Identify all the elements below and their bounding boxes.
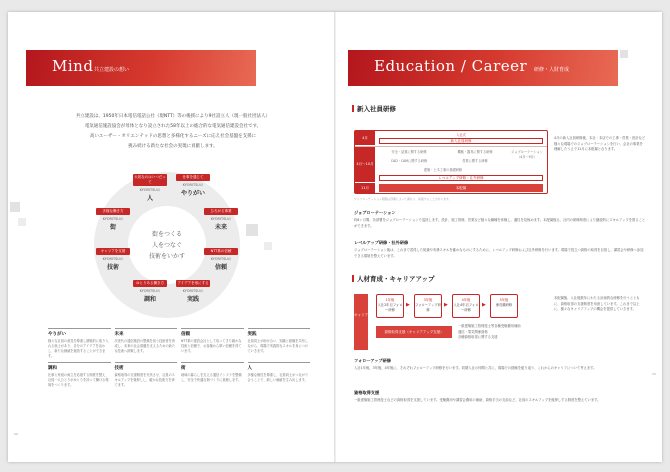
job-rotation-heading: ジョブローテーション xyxy=(354,210,396,215)
value-text: 次世代の通信施設の整備を担う技術者を育成し、未来の社会基盤を支えるための新たな技術へ挑戦します。 xyxy=(114,339,176,353)
circle-node-machi xyxy=(96,208,130,231)
value-card xyxy=(181,328,244,360)
month-label: 11月 xyxy=(355,183,375,193)
node-word: 街 xyxy=(109,224,116,231)
job-rotation-text: 約6ヶ月間、各部署をジョブローテーションで巡回します。設計、施工管理、営業など様々な職種を体験し、適性を見極めます。本配属後も、社内の研修制度により継続的にスキルアップを図ることができます。 xyxy=(354,218,646,228)
flow-year: 1年後 xyxy=(385,298,395,302)
node-kicker: KYORITSUの xyxy=(210,217,232,221)
job-rotation-cell: ジョブローテーション（4月〜9月） xyxy=(511,150,543,159)
circle-node-chouwa xyxy=(133,280,167,303)
node-tag: NTT系の信頼 xyxy=(204,248,238,255)
education-title: Education / Career xyxy=(374,57,528,75)
circle-center xyxy=(128,206,206,284)
node-word: やりがい xyxy=(180,190,205,197)
flow-label: フォローアップ研修 xyxy=(415,303,441,312)
value-card xyxy=(115,362,178,394)
value-heading: 街 xyxy=(181,366,186,371)
section-new-hire-training: 新入社員研修 xyxy=(352,104,396,113)
center-line: 人をつなぐ xyxy=(151,241,182,249)
center-line: 技術をいかす xyxy=(148,252,185,260)
cert-support-text: 一級建築施工管理技士などの資格取得を支援しています。受験費用や講習会費用の補助、資格手当の支給など、社員のスキルアップを後押しする制度を整えています。 xyxy=(354,398,601,402)
levelup-heading: レベルアップ研修・社外研修 xyxy=(354,240,409,245)
deco-square xyxy=(264,242,272,250)
education-banner xyxy=(348,50,618,86)
qual-item: 通信・電気関係資格 xyxy=(458,329,488,334)
center-line: 街をつくる xyxy=(151,230,182,238)
value-text: 多様な個性を尊重し、社員同士がつながり合うことで、新しい価値を生み出します。 xyxy=(247,373,309,382)
node-tag: アイデアを形にする xyxy=(177,281,209,285)
table-divider xyxy=(355,146,547,147)
page-fold xyxy=(334,12,336,462)
table-note: ジョブローテーション期間は部署によって異なり、前後することがあります。 xyxy=(354,197,452,201)
circle-node-jissen xyxy=(176,280,210,303)
flow-year: 4年後 xyxy=(461,298,471,302)
flow-label: 係長職研修 xyxy=(495,303,513,307)
section-career-development: 人材育成・キャリアアップ xyxy=(352,274,435,283)
node-word: 信頼 xyxy=(214,264,227,271)
arrow-icon: ▶ xyxy=(444,302,448,308)
training-item: 機械・器具に関する研修 xyxy=(457,150,493,154)
value-text: 資格取得の支援制度を充実させ、社員のスキルアップを後押しし、確かな技術力を育てます。 xyxy=(114,373,175,387)
flow-step xyxy=(452,294,480,318)
cert-support-heading: 資格取得支援 xyxy=(354,390,380,395)
brochure-spread xyxy=(8,12,662,462)
education-subtitle: 研修・人財育成 xyxy=(534,67,570,73)
qual-item: 一級建築施工管理技士等各種受験費用補助 xyxy=(458,324,521,328)
final-assignment-bar: 本配属 xyxy=(379,184,543,192)
qualification-support-bar: 資格取得支援（キャリアアップ支援） xyxy=(376,326,452,338)
node-tag: ひろがる事業 xyxy=(204,208,238,215)
deco-square xyxy=(18,218,26,226)
lead-text xyxy=(48,112,298,152)
new-hire-training-bar: 新入社員研修 xyxy=(379,138,543,144)
deco-square xyxy=(246,224,258,236)
node-tag: 大切なのはいつだって xyxy=(134,175,166,184)
mind-banner xyxy=(26,50,256,86)
mind-title: Mind xyxy=(52,57,94,75)
value-text: 仕事と家庭の両立を応援する制度を整え、社員一人ひとりがゆとりを持って働ける環境をつくります。 xyxy=(48,373,109,387)
career-label: キャリア xyxy=(354,294,368,350)
node-kicker: KYORITSUの xyxy=(102,257,124,261)
circle-node-gijutsu xyxy=(96,248,130,271)
node-tag: ゆとりある働き方 xyxy=(133,280,167,287)
value-text: 様々な社員の意見を尊重し積極的に取り入れる風土があり、自分のアイデアを活かし、新たな価値を創造することができます。 xyxy=(48,339,109,358)
node-kicker: KYORITSUの xyxy=(182,289,204,293)
arrow-icon: ▶ xyxy=(482,302,486,308)
page-number-left: 09 xyxy=(14,432,18,436)
node-tag: 仕事を通じて xyxy=(176,174,210,181)
value-card xyxy=(248,362,311,394)
circle-node-hito xyxy=(133,174,167,202)
value-card xyxy=(115,328,178,360)
circle-node-mirai xyxy=(204,208,238,231)
value-text: 社員同士が助け合い、知識と経験を共有しながら、現場で実践的なスキルを身につけていきます。 xyxy=(247,339,309,353)
deco-square xyxy=(620,50,628,58)
node-word: 未来 xyxy=(214,224,227,231)
flow-label: 入社4年目フォロー研修 xyxy=(453,303,479,312)
node-kicker: KYORITSUの xyxy=(139,188,161,192)
lead-line: 挑み続ける新たな社会の実現に貢献します。 xyxy=(128,144,218,149)
value-card xyxy=(48,328,111,360)
levelup-training-bar: レベルアップ研修・社外研修 xyxy=(379,175,543,181)
followup-heading: フォローアップ研修 xyxy=(354,358,391,363)
node-kicker: KYORITSUの xyxy=(102,217,124,221)
followup-text: 入社1年後、3年後、4年後に、それぞれフォローアップ研修を行います。同期入社の仲間と共に、現場での経験を振り返り、これからのキャリアについて考えます。 xyxy=(354,366,597,370)
flow-step xyxy=(490,294,518,318)
value-heading: 調和 xyxy=(48,366,57,371)
node-word: 実践 xyxy=(186,296,199,303)
node-word: 人 xyxy=(146,195,153,202)
training-schedule-table xyxy=(354,130,548,194)
flow-step xyxy=(414,294,442,318)
flow-step xyxy=(376,294,404,318)
node-word: 技術 xyxy=(106,264,119,271)
deco-square xyxy=(10,202,20,212)
entrance-ceremony: 入社式 xyxy=(456,133,466,137)
node-word: 調和 xyxy=(143,296,156,303)
lead-line: 高いユーザー・オリエンテッドの思想と多様化するニーズに応え社会基盤を支援に xyxy=(89,134,257,139)
lead-line: 共立建設は、1950年日本電信電話公社（現NTT）等の後援により9社設立人（現一般社団法人） xyxy=(75,114,271,119)
value-heading: 信頼 xyxy=(181,332,190,337)
qualification-list xyxy=(458,324,542,341)
qual-item: 各種資格取得に関する支援 xyxy=(458,335,498,339)
value-card xyxy=(181,362,244,394)
training-item: 安全・品質に関する研修 xyxy=(391,150,427,154)
value-card xyxy=(248,328,311,360)
circle-node-shinrai xyxy=(204,248,238,271)
value-card xyxy=(48,362,111,394)
value-text: 地域の暮らしを支える通信インフラを整備し、安全で快適な街づくりに貢献します。 xyxy=(181,373,242,382)
flow-year: 3年後 xyxy=(423,298,433,302)
training-item: 営業に関する研修 xyxy=(462,159,488,163)
career-description: 本配属後、入社後数年にわたる計画的な研修を行うとともに、資格取得の支援制度を用意しています。これまで以上に、様々なキャリアアップの機会を提供していきます。 xyxy=(554,296,640,311)
node-kicker: KYORITSUの xyxy=(210,257,232,261)
page-number-right: 10 xyxy=(652,372,656,376)
month-label: 4月 xyxy=(355,131,375,145)
levelup-text: ジョブローテーション後は、これまで習得した知識や実務スキルを確かなものにするために、レベルアップ研修および社外研修を行います。現場で役立つ資格の取得を目指し、講習会や研修へ参加できる環境を整えています。 xyxy=(354,248,644,258)
value-heading: やりがい xyxy=(48,332,66,337)
value-heading: 実践 xyxy=(247,332,257,337)
lead-line: 電気通信施設協会が母体となり設立された58年以上の総合的な電気通信建設会社です。 xyxy=(84,124,262,129)
circle-node-yarigai xyxy=(176,174,210,197)
values-grid xyxy=(48,328,310,394)
node-kicker: KYORITSUの xyxy=(182,183,204,187)
node-tag: キャリアを支援 xyxy=(96,248,130,255)
value-heading: 未来 xyxy=(114,332,124,337)
values-circle xyxy=(94,172,240,318)
training-item: 建築・土木工事の基礎研修 xyxy=(423,168,463,172)
flow-label: 入社2年目フォロー研修 xyxy=(377,303,403,312)
mind-subtitle: 共立建設の想い xyxy=(94,67,130,73)
arrow-icon: ▶ xyxy=(406,302,410,308)
training-item: CAD・CAMに関する研修 xyxy=(390,159,428,163)
value-heading: 人 xyxy=(247,366,252,371)
month-label: 4月〜10月 xyxy=(355,146,375,182)
flow-year: 5年後 xyxy=(499,298,509,302)
value-text: NTT系の建設会社として培ってきた確かな技術と信頼で、お客様から厚い信頼を得ています。 xyxy=(181,339,242,353)
node-kicker: KYORITSUの xyxy=(139,289,161,293)
node-tag: 多様な働き方 xyxy=(96,208,130,215)
value-heading: 技術 xyxy=(114,366,124,371)
new-hire-description: 4月の新入社員研修後、本社・本店での工事・営業・設計など様々な現場でのジョブローテーションを行い、会社の事業を理解したうえで11月に本配属となります。 xyxy=(554,136,646,151)
